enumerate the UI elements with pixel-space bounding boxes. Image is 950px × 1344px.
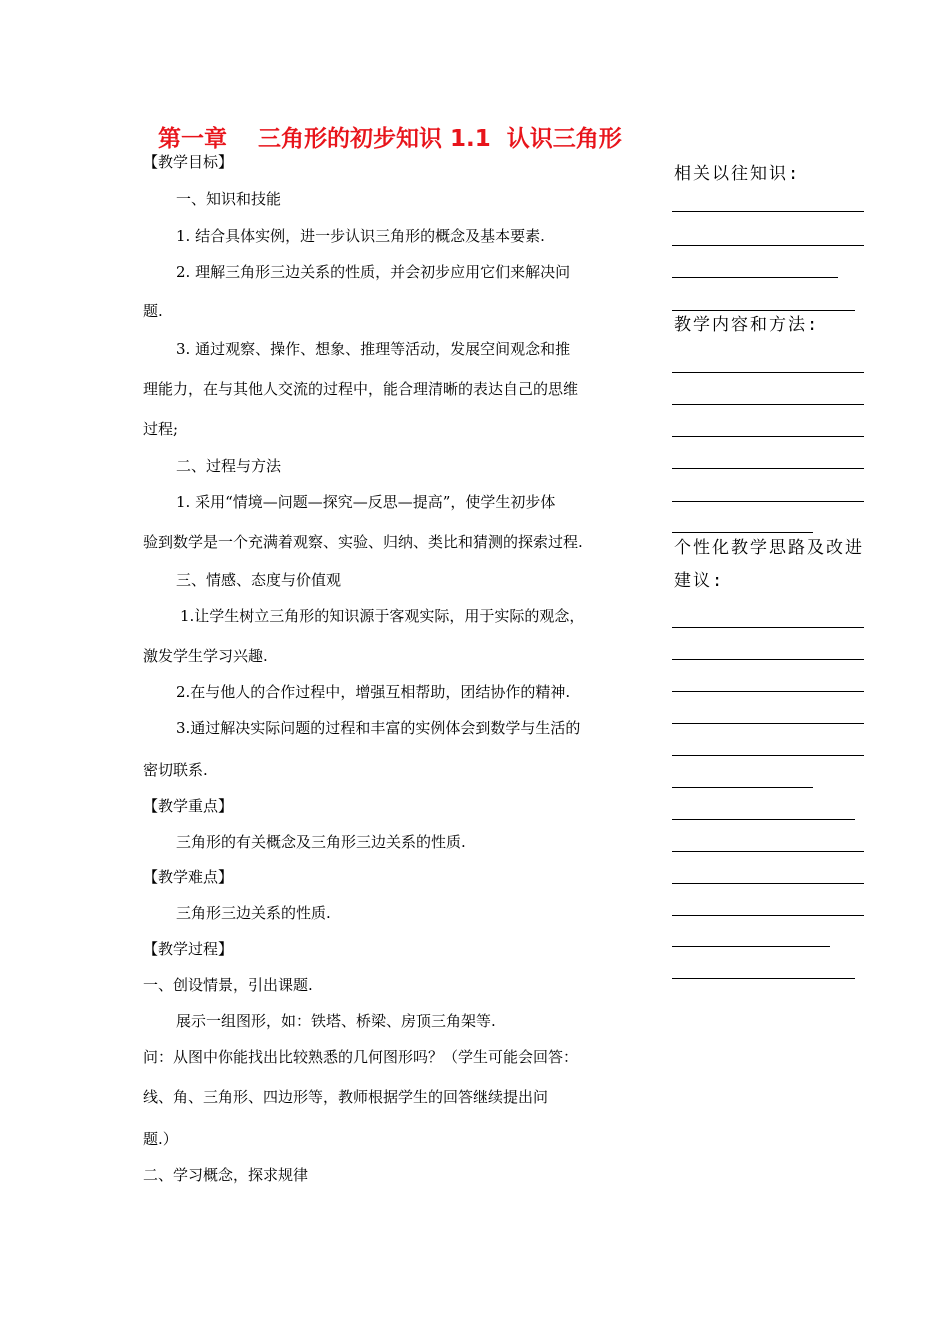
note-blank-line[interactable] [672, 468, 864, 469]
note-blank-line[interactable] [672, 211, 864, 212]
question-line3: 题.） [143, 1130, 178, 1148]
note-blank-line[interactable] [672, 723, 864, 724]
personal-heading-line1: 个性化教学思路及改进 [674, 538, 864, 558]
objective-k3-line3: 过程; [143, 420, 179, 438]
note-blank-line[interactable] [672, 501, 864, 502]
prior-knowledge-heading: 相关以往知识: [674, 164, 801, 184]
note-blank-line[interactable] [672, 851, 864, 852]
page-title: 第一章 三角形的初步知识 1.1 认识三角形 [158, 126, 622, 152]
note-blank-line[interactable] [672, 946, 830, 947]
objective-k2-line2: 题. [143, 302, 163, 320]
knowledge-heading: 一、知识和技能 [176, 190, 282, 208]
personal-heading-line2: 建议: [674, 571, 725, 591]
note-blank-line[interactable] [672, 245, 864, 246]
key-heading: 【教学重点】 [143, 797, 234, 815]
key-text: 三角形的有关概念及三角形三边关系的性质. [176, 833, 466, 851]
content-method-heading: 教学内容和方法: [674, 315, 820, 335]
step-1-heading: 一、创设情景，引出课题. [143, 976, 313, 994]
procedure-heading: 【教学过程】 [143, 940, 234, 958]
objective-k3-line2: 理能力，在与其他人交流的过程中，能合理清晰的表达自己的思维 [143, 380, 579, 398]
question-line2: 线、角、三角形、四边形等，教师根据学生的回答继续提出问 [143, 1088, 549, 1106]
step-2-heading: 二、学习概念，探求规律 [143, 1166, 309, 1184]
note-blank-line[interactable] [672, 883, 864, 884]
objective-k1: 1. 结合具体实例，进一步认识三角形的概念及基本要素. [176, 227, 545, 245]
emotion-heading: 三、情感、态度与价值观 [176, 571, 342, 589]
note-blank-line[interactable] [672, 659, 864, 660]
note-blank-line[interactable] [672, 627, 864, 628]
objective-p1-line2: 验到数学是一个充满着观察、实验、归纳、类比和猜测的探索过程. [143, 533, 583, 551]
note-blank-line[interactable] [672, 404, 864, 405]
note-blank-line[interactable] [672, 372, 864, 373]
difficult-heading: 【教学难点】 [143, 868, 234, 886]
objective-e1-line2: 激发学生学习兴趣. [143, 647, 268, 665]
note-blank-line[interactable] [672, 691, 864, 692]
objective-k3-line1: 3. 通过观察、操作、想象、推理等活动，发展空间观念和推 [176, 340, 571, 358]
note-blank-line[interactable] [672, 532, 813, 533]
note-blank-line[interactable] [672, 310, 855, 311]
objective-k2-line1: 2. 理解三角形三边关系的性质，并会初步应用它们来解决问 [176, 263, 571, 281]
objective-e3-line1: 3.通过解决实际问题的过程和丰富的实例体会到数学与生活的 [176, 719, 581, 737]
objectives-heading: 【教学目标】 [143, 153, 234, 171]
difficult-text: 三角形三边关系的性质. [176, 904, 331, 922]
note-blank-line[interactable] [672, 978, 855, 979]
note-blank-line[interactable] [672, 436, 864, 437]
objective-e3-line2: 密切联系. [143, 761, 208, 779]
question-line1: 问：从图中你能找出比较熟悉的几何图形吗？（学生可能会回答： [143, 1048, 579, 1066]
step-1-show: 展示一组图形，如：铁塔、桥梁、房顶三角架等. [176, 1012, 496, 1030]
process-heading: 二、过程与方法 [176, 457, 282, 475]
note-blank-line[interactable] [672, 755, 864, 756]
objective-e2: 2.在与他人的合作过程中，增强互相帮助，团结协作的精神. [176, 683, 571, 701]
note-blank-line[interactable] [672, 277, 838, 278]
note-blank-line[interactable] [672, 915, 864, 916]
note-blank-line[interactable] [672, 787, 813, 788]
objective-e1-line1: 1.让学生树立三角形的知识源于客观实际，用于实际的观念， [180, 607, 585, 625]
note-blank-line[interactable] [672, 819, 855, 820]
objective-p1-line1: 1. 采用“情境—问题—探究—反思—提高”，使学生初步体 [176, 493, 556, 511]
